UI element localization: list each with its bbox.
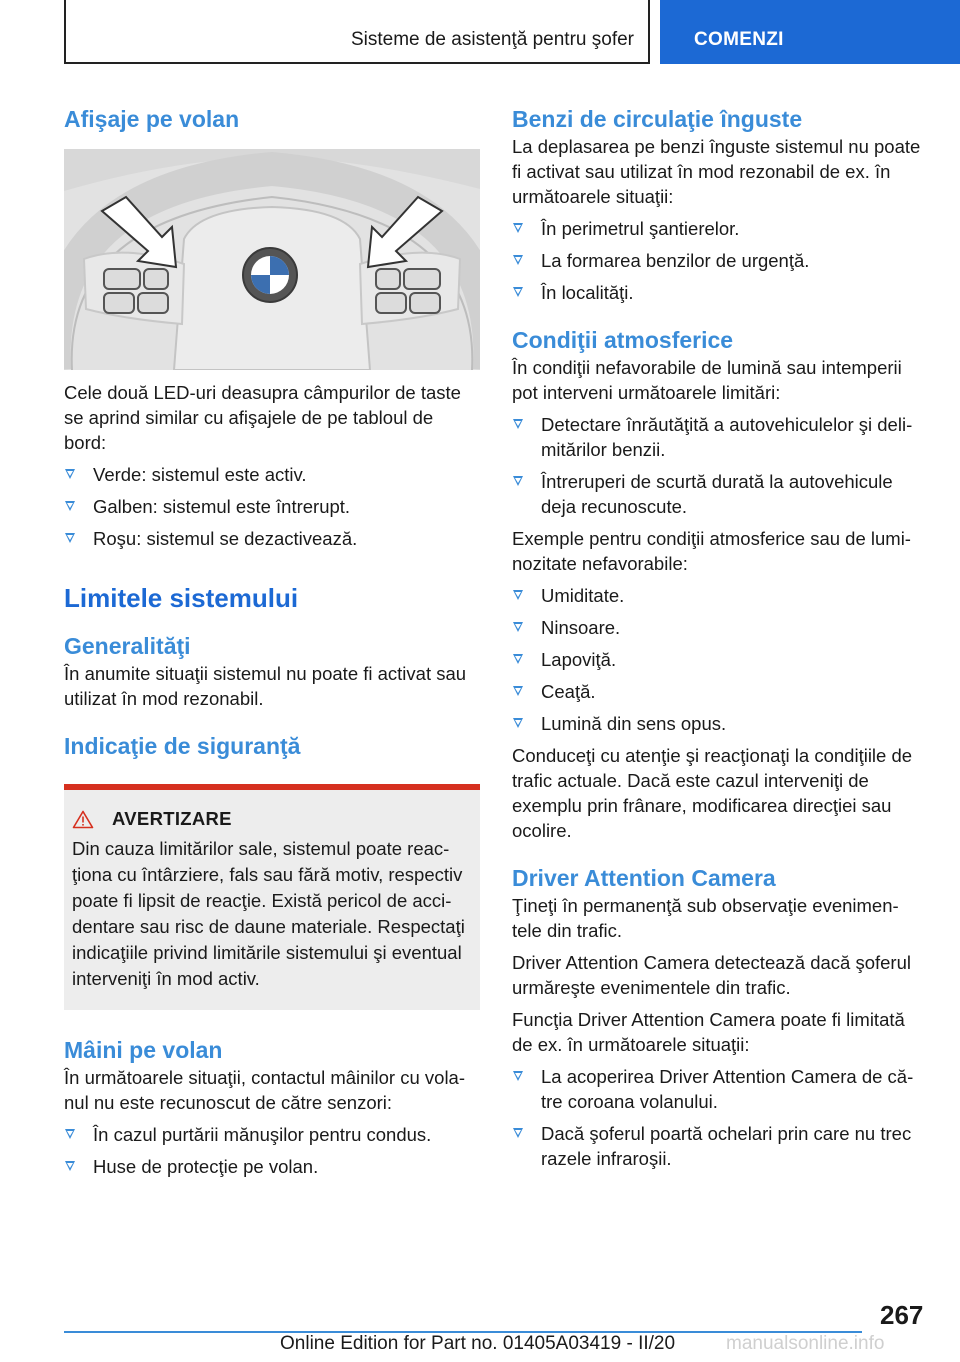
warning-triangle-icon [72, 810, 94, 829]
page-number: 267 [880, 1300, 924, 1330]
weather-examples-list [512, 583, 926, 736]
section-title: COMENZI [694, 29, 784, 50]
list-item: În localităţi. [512, 280, 926, 305]
triangle-bullet-icon [513, 1128, 523, 1138]
heading-hands-on-wheel: Mâini pe volan [64, 1037, 223, 1063]
triangle-bullet-icon [65, 533, 75, 543]
warning-title: AVERTIZARE [112, 808, 232, 829]
heading-steering-display: Afişaje pe volan [64, 106, 240, 132]
narrow-lanes-list [512, 216, 926, 305]
list-item: Verde: sistemul este activ. [64, 462, 480, 487]
paragraph-hands: În următoarele situaţii, contactul mâinilor cu vola‐nul nu este recunoscut de către senzori: [64, 1067, 466, 1113]
paragraph-camera-3: Funcţia Driver Attention Camera poate fi limitată de ex. în următoarele situaţii: [512, 1009, 905, 1055]
weather-limits-list [512, 412, 926, 519]
list-item: Dacă şoferul poartă ochelari prin care nu trec razele infraroşii. [512, 1121, 926, 1171]
list-item: Lapoviţă. [512, 647, 926, 672]
triangle-bullet-icon [65, 501, 75, 511]
list-item: La acoperirea Driver Attention Camera de că‐tre coroana volanului. [512, 1064, 926, 1114]
paragraph-camera-2: Driver Attention Camera detectează dacă şoferul urmăreşte evenimentele din trafic. [512, 952, 911, 998]
list-item: În perimetrul şantierelor. [512, 216, 926, 241]
list-item: Roşu: sistemul se dezactivează. [64, 526, 480, 551]
heading-driver-attention-camera: Driver Attention Camera [512, 865, 776, 891]
triangle-bullet-icon [513, 287, 523, 297]
paragraph-general: În anumite situaţii sistemul nu poate fi activat sau utilizat în mod rezonabil. [64, 663, 467, 709]
triangle-bullet-icon [513, 419, 523, 429]
list-item: Ninsoare. [512, 615, 926, 640]
triangle-bullet-icon [513, 622, 523, 632]
list-item: Umiditate. [512, 583, 926, 608]
warning-header [72, 808, 470, 830]
list-item: Lumină din sens opus. [512, 711, 926, 736]
paragraph-leds: Cele două LED-uri deasupra câmpurilor de taste se aprind similar cu afişajele de pe tabloul de bord: [64, 382, 461, 453]
header-chapter-box [64, 0, 650, 64]
triangle-bullet-icon [65, 469, 75, 479]
triangle-bullet-icon [513, 654, 523, 664]
hands-list [64, 1122, 480, 1179]
triangle-bullet-icon [513, 718, 523, 728]
header-section-tab[interactable] [660, 0, 960, 64]
triangle-bullet-icon [65, 1161, 75, 1171]
triangle-bullet-icon [513, 1071, 523, 1081]
camera-limits-list [512, 1064, 926, 1171]
warning-box [64, 784, 480, 1010]
list-item: Galben: sistemul este întrerupt. [64, 494, 480, 519]
warning-text: Din cauza limitărilor sale, sistemul poate reac‐ţiona cu întârziere, fals sau fără motiv, respectiv poate fi lipsit de reacţie. Există pericol de acci‐dentare sau risc de daune materiale. Respectaţi indicaţiile privind limitările sistemului şi eventual interveniţi în mod activ. [72, 838, 465, 989]
steering-wheel-illustration [64, 149, 480, 370]
triangle-bullet-icon [513, 590, 523, 600]
watermark-text: manualsonline.info [726, 1333, 885, 1354]
paragraph-camera-1: Ţineţi în permanenţă sub observaţie evenimen‐tele din trafic. [512, 895, 899, 941]
paragraph-narrow: La deplasarea pe benzi înguste sistemul nu poate fi activat sau utilizat în mod rezonabil de ex. în următoarele situaţii: [512, 136, 921, 207]
triangle-bullet-icon [513, 686, 523, 696]
list-item: Detectare înrăutăţită a autovehiculelor şi deli‐mitărilor benzii. [512, 412, 926, 462]
chapter-title: Sisteme de asistenţă pentru şofer [350, 29, 634, 50]
list-item: La formarea benzilor de urgenţă. [512, 248, 926, 273]
paragraph-drive-carefully: Conduceţi cu atenţie şi reacţionaţi la condiţiile de trafic actuale. Dacă este cazul interveniţi de exemplu prin frânare, modificarea direcţiei sau ocolire. [512, 745, 913, 841]
triangle-bullet-icon [513, 255, 523, 265]
heading-system-limits: Limitele sistemului [64, 583, 299, 613]
left-column [64, 100, 480, 1179]
heading-weather: Condiţii atmosferice [512, 327, 734, 353]
right-column [512, 100, 926, 1171]
steering-wheel-image [64, 149, 480, 370]
triangle-bullet-icon [65, 1129, 75, 1139]
paragraph-examples: Exemple pentru condiţii atmosferice sau de lumi‐nozitate nefavorabile: [512, 528, 911, 574]
paragraph-weather: În condiţii nefavorabile de lumină sau intemperii pot interveni următoarele limitări: [512, 357, 902, 403]
heading-safety-note: Indicaţie de siguranţă [64, 733, 301, 759]
triangle-bullet-icon [513, 476, 523, 486]
list-item: Întreruperi de scurtă durată la autovehicule deja recunoscute. [512, 469, 926, 519]
heading-narrow-lanes: Benzi de circulaţie înguste [512, 106, 803, 132]
led-status-list [64, 462, 480, 551]
heading-general: Generalităţi [64, 633, 191, 659]
list-item: Ceaţă. [512, 679, 926, 704]
edition-text: Online Edition for Part no. 01405A03419 - II/20 [280, 1333, 676, 1354]
list-item: Huse de protecţie pe volan. [64, 1154, 480, 1179]
triangle-bullet-icon [513, 223, 523, 233]
list-item: În cazul purtării mănuşilor pentru condus. [64, 1122, 480, 1147]
